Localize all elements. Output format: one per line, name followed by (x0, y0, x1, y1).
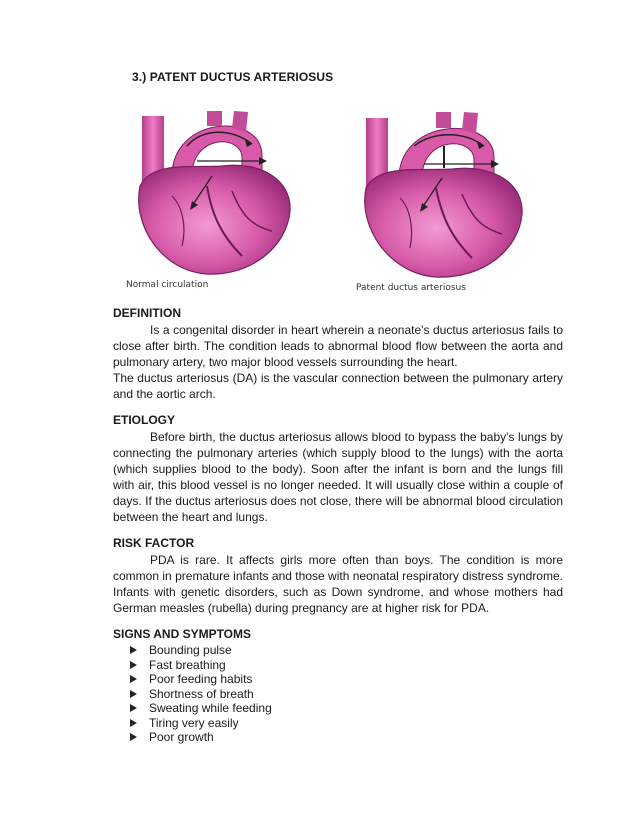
etiology-paragraph: Before birth, the ductus arteriosus allows blood to bypass the baby's lungs by connecting the pulmonary arteries (which supply blood to the lungs) with the aorta (which supplies blood to the body). Soon after the infant is born and the lungs fill with air, this blood vessel is no longer needed. It will usually close within a couple of days. If the ductus arteriosus does not close, there will be abnormal blood circulation between the heart and lungs. (113, 430, 563, 524)
definition-heading: DEFINITION (113, 306, 181, 320)
arrow-bullet-icon (130, 646, 137, 654)
definition-paragraph-2: The ductus arteriosus (DA) is the vascular connection between the pulmonary artery and the aortic arch. (113, 371, 563, 401)
risk-factor-section (113, 535, 563, 616)
symptom-text: Shortness of breath (149, 686, 254, 701)
arrow-bullet-icon (130, 675, 137, 683)
definition-paragraph-1: Is a congenital disorder in heart wherein a neonate's ductus arteriosus fails to close after birth. The condition leads to abnormal blood flow between the aorta and pulmonary artery, two major blood vessels surrounding the heart. (113, 323, 563, 369)
list-item (130, 658, 563, 673)
arrow-bullet-icon (130, 733, 137, 741)
document-body (113, 305, 563, 755)
risk-factor-heading: RISK FACTOR (113, 536, 195, 550)
symptom-text: Sweating while feeding (149, 701, 272, 715)
arrow-bullet-icon (130, 719, 137, 727)
list-item (130, 672, 563, 687)
list-item (130, 716, 563, 731)
arrow-bullet-icon (130, 661, 137, 669)
definition-section (113, 305, 563, 402)
pda-illustration (344, 106, 544, 296)
risk-factor-paragraph: PDA is rare. It affects girls more often than boys. The condition is more common in premature infants and those with neonatal respiratory distress syndrome. Infants with genetic disorders, such as Down syndrome, and whose mothers had German measles (rubella) during pregnancy are at higher risk for PDA. (113, 553, 563, 615)
symptoms-list (113, 643, 563, 745)
etiology-heading: ETIOLOGY (113, 413, 176, 427)
list-item (130, 730, 563, 745)
symptom-text: Poor feeding habits (149, 672, 253, 686)
arrow-bullet-icon (130, 690, 137, 698)
list-item (130, 643, 563, 658)
symptom-text: Bounding pulse (149, 643, 232, 657)
symptom-text: Fast breathing (149, 657, 226, 672)
symptom-text: Poor growth (149, 730, 214, 744)
page-title: 3.) PATENT DUCTUS ARTERIOSUS (132, 70, 334, 84)
etiology-section (113, 412, 563, 525)
arrow-bullet-icon (130, 704, 137, 712)
list-item (130, 687, 563, 702)
signs-heading: SIGNS AND SYMPTOMS (113, 627, 252, 641)
normal-circulation-illustration (112, 106, 312, 296)
signs-section (113, 626, 563, 745)
pda-caption: Patent ductus arteriosus (356, 283, 466, 293)
symptom-text: Tiring very easily (149, 715, 239, 730)
list-item (130, 701, 563, 716)
normal-circulation-caption: Normal circulation (126, 280, 209, 290)
